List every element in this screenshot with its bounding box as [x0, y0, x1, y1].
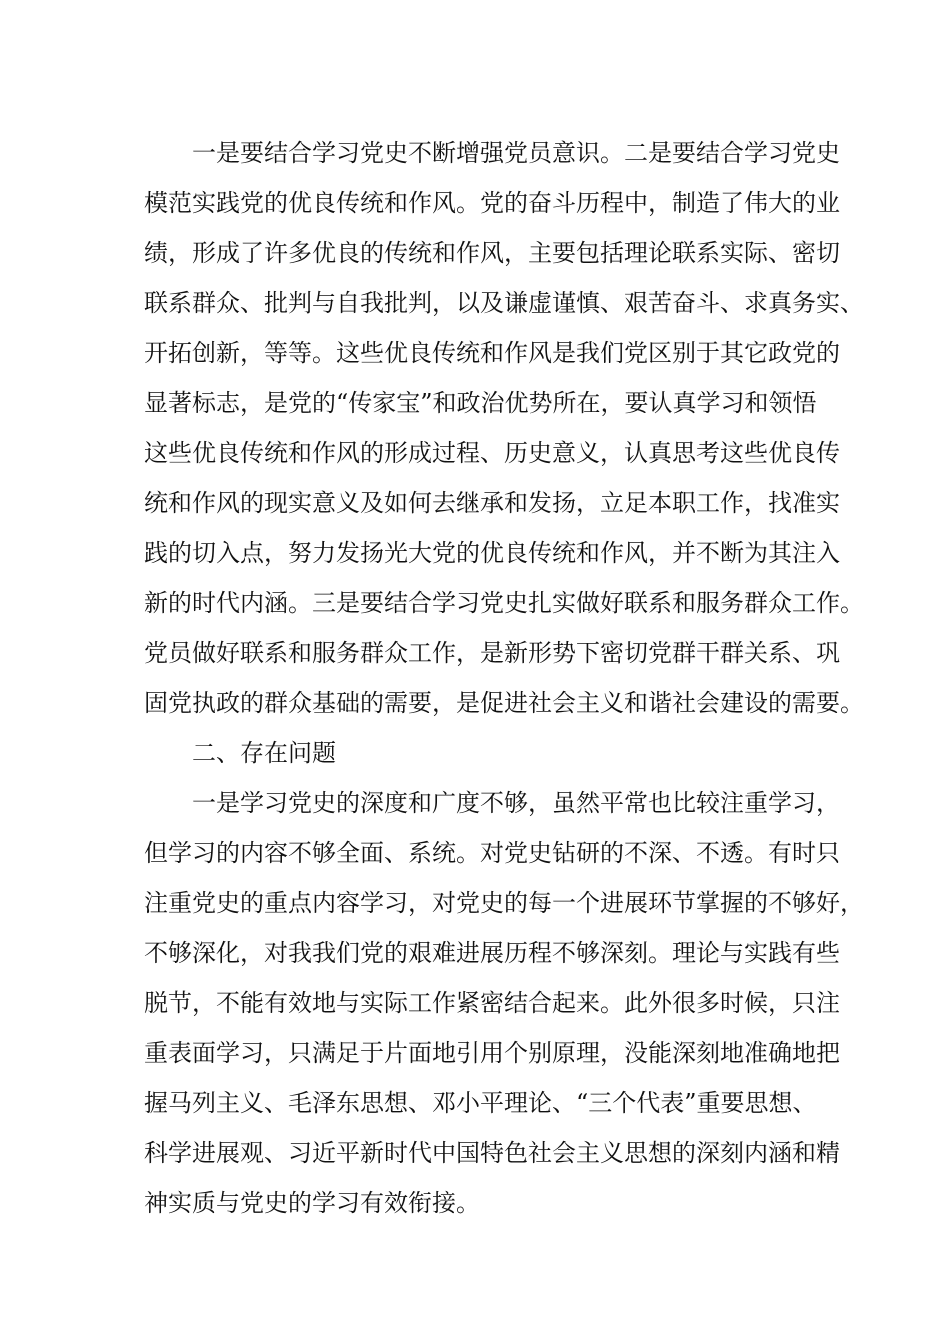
paragraph-line: 神实质与党史的学习有效衔接。: [144, 1189, 480, 1217]
paragraph-line: 这些优良传统和作风的形成过程、历史意义，认真思考这些优良传: [144, 439, 840, 467]
paragraph-line: 注重党史的重点内容学习，对党史的每一个进展环节掌握的不够好，: [144, 889, 864, 917]
paragraph-line: 握马列主义、毛泽东思想、邓小平理论、“三个代表”重要思想、: [144, 1089, 817, 1117]
paragraph-line: 但学习的内容不够全面、系统。对党史钻研的不深、不透。有时只: [144, 839, 840, 867]
section-heading: 二、存在问题: [192, 739, 336, 767]
paragraph-line: 党员做好联系和服务群众工作，是新形势下密切党群干群关系、巩: [144, 639, 840, 667]
paragraph-line: 模范实践党的优良传统和作风。党的奋斗历程中，制造了伟大的业: [144, 189, 840, 217]
paragraph-line: 一是学习党史的深度和广度不够，虽然平常也比较注重学习，: [192, 789, 840, 817]
paragraph-line: 重表面学习，只满足于片面地引用个别原理，没能深刻地准确地把: [144, 1039, 840, 1067]
paragraph-line: 脱节，不能有效地与实际工作紧密结合起来。此外很多时候，只注: [144, 989, 840, 1017]
paragraph-line: 统和作风的现实意义及如何去继承和发扬，立足本职工作，找准实: [144, 489, 840, 517]
paragraph-line: 显著标志，是党的“传家宝”和政治优势所在，要认真学习和领悟: [144, 389, 817, 417]
paragraph-line: 绩，形成了许多优良的传统和作风，主要包括理论联系实际、密切: [144, 239, 840, 267]
document-body: [144, 128, 864, 1228]
paragraph-line: 新的时代内涵。三是要结合学习党史扎实做好联系和服务群众工作。: [144, 589, 864, 617]
paragraph-line: 科学进展观、习近平新时代中国特色社会主义思想的深刻内涵和精: [144, 1139, 840, 1167]
paragraph-line: 固党执政的群众基础的需要，是促进社会主义和谐社会建设的需要。: [144, 689, 864, 717]
paragraph-line: 开拓创新，等等。这些优良传统和作风是我们党区别于其它政党的: [144, 339, 840, 367]
paragraph-line: 一是要结合学习党史不断增强党员意识。二是要结合学习党史: [192, 139, 840, 167]
paragraph-line: 不够深化，对我我们党的艰难进展历程不够深刻。理论与实践有些: [144, 939, 840, 967]
paragraph-line: 践的切入点，努力发扬光大党的优良传统和作风，并不断为其注入: [144, 539, 840, 567]
paragraph-line: 联系群众、批判与自我批判，以及谦虚谨慎、艰苦奋斗、求真务实、: [144, 289, 864, 317]
